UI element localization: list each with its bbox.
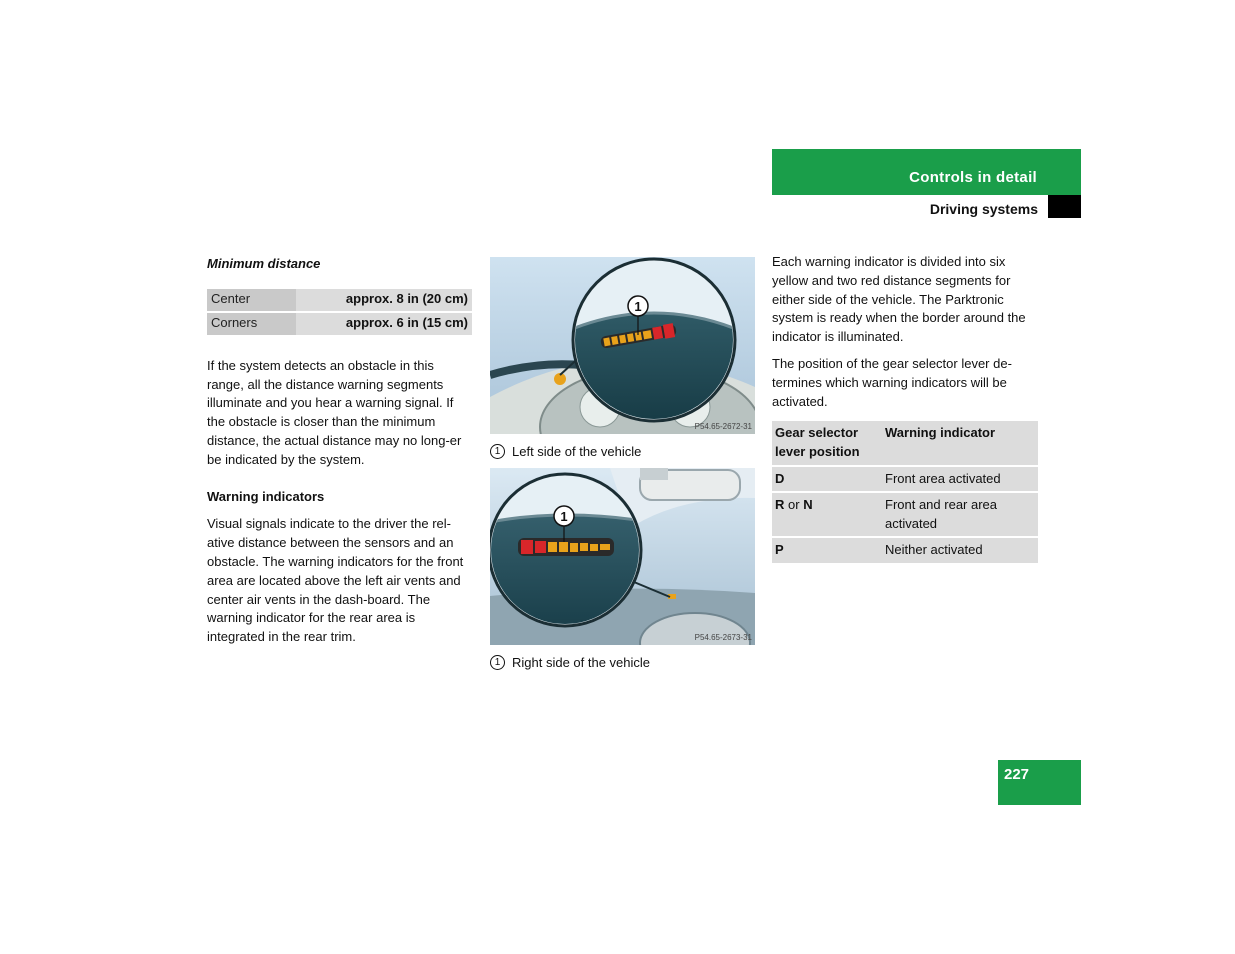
page-number: 227 (1004, 766, 1030, 783)
gear-letter: P (775, 542, 784, 558)
warning-indicators-paragraph: Visual signals indicate to the driver the rel-ative distance between the sensors and an obstacle. The warning indicators for the front area are located above the left air vents and center air vents in the dash-board. The warning indicator for the rear area is integrated in the rear trim. (207, 516, 464, 645)
warning-indicators-heading: Warning indicators (207, 488, 325, 504)
minimum-distance-table (207, 287, 472, 337)
callout-number-icon: 1 (490, 444, 505, 459)
indicator-cell: Front and rear area activated (882, 493, 1038, 536)
table-row (772, 538, 1038, 563)
obstacle-paragraph: If the system detects an obstacle in this range, all the distance warning segments illuminate and you hear a warning signal. If the obstacle is closer than the minimum distance, the actual distance may no long-er be indicated by the system. (207, 357, 462, 467)
row-value: approx. 8 in (20 cm) (296, 289, 472, 311)
gear-connector: or (784, 497, 804, 513)
gear-cell (772, 538, 882, 563)
dashboard-right-illustration (490, 468, 755, 645)
table-row (207, 289, 472, 311)
row-label: Corners (207, 313, 296, 335)
gear-cell (772, 467, 882, 492)
subsection-header (772, 195, 1048, 218)
page-number-box (998, 760, 1081, 805)
gear-indicator-table (772, 419, 1038, 565)
gear-letter: R (775, 497, 785, 513)
figure-column (490, 257, 755, 679)
text-column-left (207, 255, 473, 665)
table-row (207, 313, 472, 335)
caption-text: Left side of the vehicle (512, 443, 642, 459)
dashboard-left-illustration (490, 257, 755, 434)
gear-cell (772, 493, 882, 536)
section-title: Controls in detail (909, 169, 1037, 186)
callout-number: 1 (634, 299, 642, 314)
column-header: Gear selector lever position (772, 421, 882, 464)
gear-letter: N (803, 497, 813, 513)
subsection-marker (1048, 195, 1081, 218)
row-value: approx. 6 in (15 cm) (296, 313, 472, 335)
figure-right-side (490, 468, 755, 645)
callout-number: 1 (560, 509, 568, 524)
segments-paragraph: Each warning indicator is divided into six yellow and two red distance segments for either side of the vehicle. The Parktronic system is ready when the border around the indicator is illuminated. (772, 254, 1026, 345)
figure-code: P54.65-2672-31 (694, 422, 752, 431)
callout-number-icon: 1 (490, 655, 505, 670)
figure-caption-left (490, 434, 755, 468)
table-row (772, 467, 1038, 492)
column-header: Warning indicator (882, 421, 1038, 464)
minimum-distance-heading: Minimum distance (207, 256, 321, 271)
indicator-cell: Neither activated (882, 538, 1038, 563)
figure-left-side (490, 257, 755, 434)
caption-text: Right side of the vehicle (512, 654, 651, 670)
figure-caption-right (490, 645, 755, 679)
row-label: Center (207, 289, 296, 311)
indicator-cell: Front area activated (882, 467, 1038, 492)
text-column-right (772, 253, 1038, 565)
figure-code: P54.65-2673-31 (694, 633, 752, 642)
table-header-row (772, 421, 1038, 464)
gear-letter: D (775, 470, 785, 486)
section-header-bar (772, 149, 1081, 195)
subsection-title: Driving systems (929, 201, 1038, 217)
table-row (772, 493, 1038, 536)
gear-paragraph: The position of the gear selector lever de-termines which warning indicators will be activated. (772, 355, 1012, 409)
